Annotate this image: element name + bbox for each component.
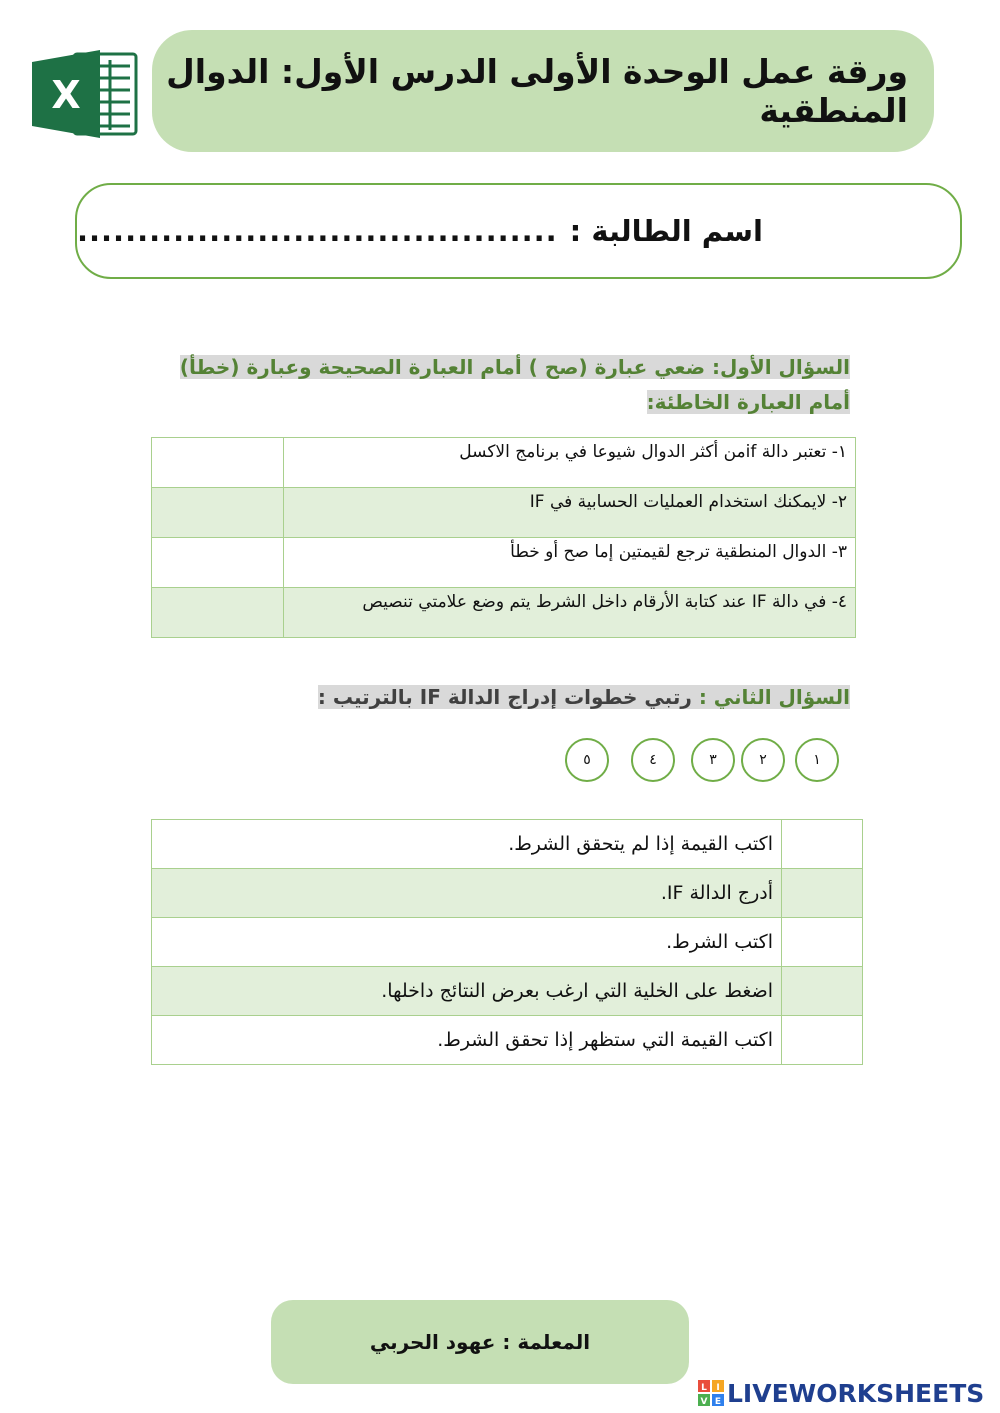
table-row <box>152 918 863 967</box>
question2-instruction: رتبي خطوات إدراج الدالة IF بالترتيب : <box>317 685 692 709</box>
student-name-label: اسم الطالبة : <box>569 214 763 248</box>
svg-text:E: E <box>714 1397 722 1406</box>
step-cell: اكتب القيمة التي ستظهر إذا تحقق الشرط. <box>152 1016 782 1065</box>
step-cell: اكتب القيمة إذا لم يتحقق الشرط. <box>152 820 782 869</box>
order-circle-5[interactable]: ٥ <box>565 738 609 782</box>
statement-cell: ١- تعتبر دالة ifمن أكثر الدوال شيوعا في برنامج الاكسل <box>284 438 856 488</box>
liveworksheets-text: LIVEWORKSHEETS <box>727 1378 985 1408</box>
svg-text:X: X <box>51 73 81 117</box>
step-cell: اكتب الشرط. <box>152 918 782 967</box>
student-name-box[interactable] <box>75 183 962 279</box>
excel-logo-icon <box>30 48 142 140</box>
liveworksheets-watermark <box>698 1377 984 1409</box>
order-answer-cell[interactable] <box>782 1016 863 1065</box>
table-row <box>152 869 863 918</box>
table-row <box>152 1016 863 1065</box>
title-banner <box>152 30 934 152</box>
answer-cell[interactable] <box>152 538 284 588</box>
svg-text:L: L <box>701 1383 707 1393</box>
question1-heading <box>150 350 850 420</box>
order-circle-2[interactable]: ٢ <box>741 738 785 782</box>
question1-title: السؤال الأول: <box>712 355 850 379</box>
order-answer-cell[interactable] <box>782 869 863 918</box>
order-circle-3[interactable]: ٣ <box>691 738 735 782</box>
page-title: ورقة عمل الوحدة الأولى الدرس الأول: الدوال المنطقية <box>166 52 908 130</box>
steps-table <box>151 819 863 1065</box>
liveworksheets-badge-icon <box>698 1380 724 1406</box>
student-name-blank[interactable]: ........................................ <box>77 214 558 248</box>
svg-text:V: V <box>700 1397 708 1406</box>
table-row <box>152 438 856 488</box>
statement-cell: ٣- الدوال المنطقية ترجع لقيمتين إما صح أو خطأ <box>284 538 856 588</box>
order-answer-cell[interactable] <box>782 820 863 869</box>
order-circle-4[interactable]: ٤ <box>631 738 675 782</box>
table-row <box>152 820 863 869</box>
answer-cell[interactable] <box>152 488 284 538</box>
statement-cell: ٢- لايمكنك استخدام العمليات الحسابية في IF <box>284 488 856 538</box>
table-row <box>152 588 856 638</box>
teacher-banner <box>271 1300 689 1384</box>
table-row <box>152 538 856 588</box>
table-row <box>152 488 856 538</box>
svg-text:I: I <box>716 1383 720 1393</box>
question2-title: السؤال الثاني : <box>698 685 850 709</box>
order-circle-1[interactable]: ١ <box>795 738 839 782</box>
step-cell: أدرج الدالة IF. <box>152 869 782 918</box>
question2-heading <box>150 680 850 715</box>
answer-cell[interactable] <box>152 438 284 488</box>
question1-instruction: ضعي عبارة (صح ) أمام العبارة الصحيحة وعبارة (خطأ) أمام العبارة الخاطئة: <box>179 355 850 414</box>
order-answer-cell[interactable] <box>782 918 863 967</box>
table-row <box>152 967 863 1016</box>
step-cell: اضغط على الخلية التي ارغب بعرض النتائج داخلها. <box>152 967 782 1016</box>
answer-cell[interactable] <box>152 588 284 638</box>
statement-cell: ٤- في دالة IF عند كتابة الأرقام داخل الشرط يتم وضع علامتي تنصيص <box>284 588 856 638</box>
teacher-name: المعلمة : عهود الحربي <box>369 1330 591 1354</box>
order-answer-cell[interactable] <box>782 967 863 1016</box>
true-false-table <box>151 437 856 638</box>
